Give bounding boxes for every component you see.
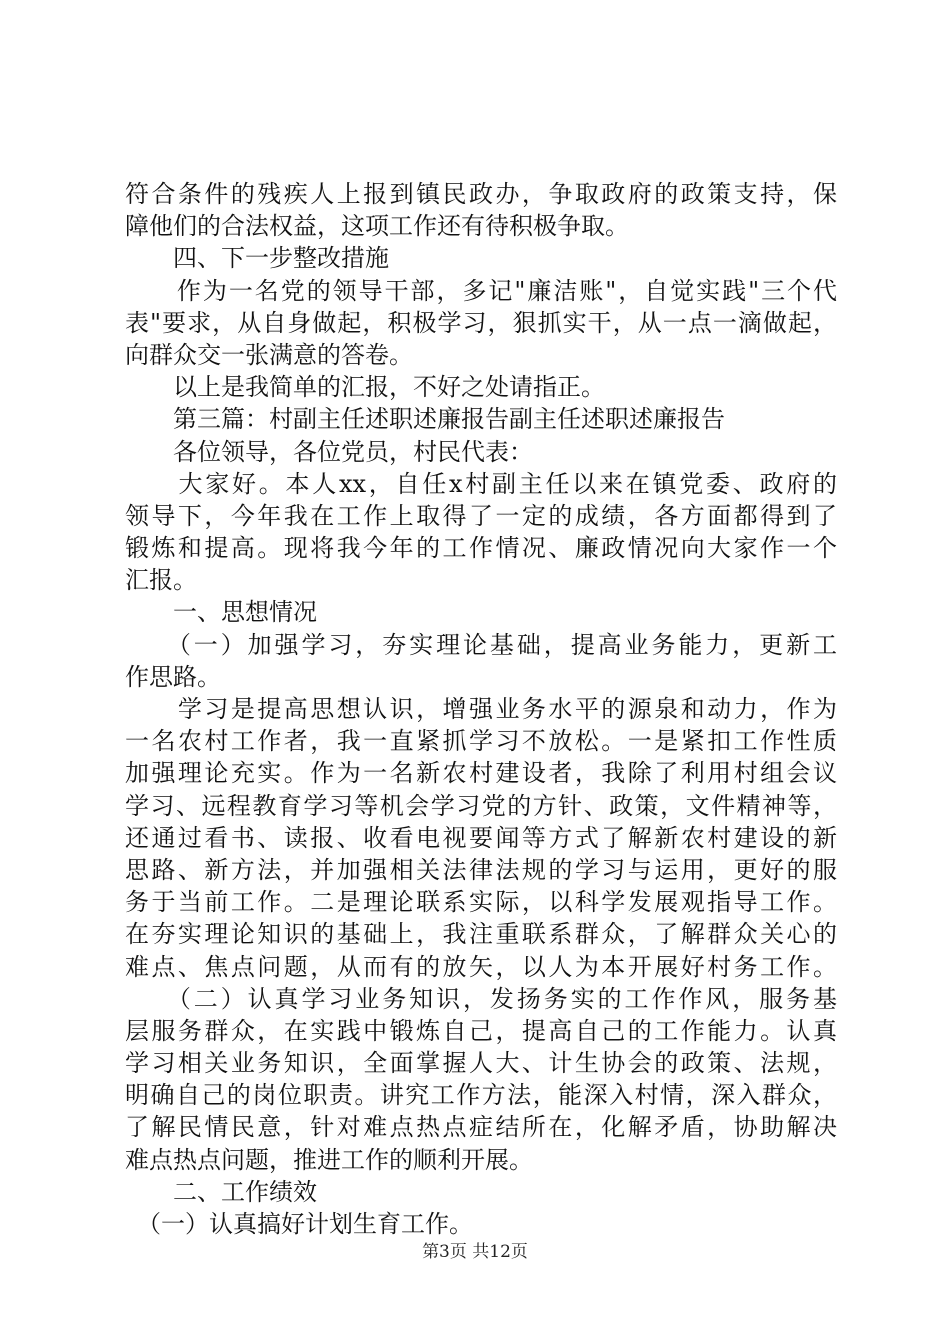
- text-line: 领导下，今年我在工作上取得了一定的成绩，各方面都得到了: [125, 501, 837, 530]
- text-line: 学习相关业务知识，全面掌握人大、计生协会的政策、法规，: [125, 1049, 837, 1078]
- text-line: 一名农村工作者，我一直紧抓学习不放松。一是紧扣工作性质: [125, 727, 837, 756]
- text-line: 难点热点问题，推进工作的顺利开展。: [125, 1145, 533, 1174]
- text-line: 加强理论充实。作为一名新农村建设者，我除了利用村组会议: [125, 759, 837, 788]
- section-heading: 四、下一步整改措施: [125, 244, 389, 273]
- section-heading: 二、工作绩效: [125, 1177, 317, 1206]
- page-footer: 第3页 共12页: [422, 1242, 528, 1262]
- text-line: 了解民情民意，针对难点热点症结所在，化解矛盾，协助解决: [125, 1113, 837, 1142]
- text-line: 锻炼和提高。现将我今年的工作情况、廉政情况向大家作一个: [125, 534, 837, 563]
- article-title: 第三篇：村副主任述职述廉报告副主任述职述廉报告: [125, 405, 725, 434]
- text-line: 层服务群众，在实践中锻炼自己，提高自己的工作能力。认真: [125, 1016, 837, 1045]
- text-line: 障他们的合法权益，这项工作还有待积极争取。: [125, 212, 629, 241]
- text-line: 明确自己的岗位职责。讲究工作方法，能深入村情，深入群众，: [125, 1081, 837, 1110]
- text-line: 学习是提高思想认识，增强业务水平的源泉和动力，作为: [125, 695, 837, 723]
- text-line: （一）加强学习，夯实理论基础，提高业务能力，更新工: [125, 630, 837, 659]
- text-line: 务于当前工作。二是理论联系实际，以科学发展观指导工作。: [125, 888, 837, 917]
- text-line: 表"要求，从自身做起，积极学习，狠抓实干，从一点一滴做起，: [125, 308, 837, 337]
- text-line: 汇报。: [125, 566, 197, 595]
- text-line: 作思路。: [125, 662, 221, 691]
- text-line: 大家好。本人xx，自任x村副主任以来在镇党委、政府的: [125, 469, 837, 498]
- text-line: 以上是我简单的汇报，不好之处请指正。: [125, 373, 605, 402]
- text-line: 难点、焦点问题，从而有的放矢，以人为本开展好村务工作。: [125, 952, 837, 981]
- text-line: 思路、新方法，并加强相关法律法规的学习与运用，更好的服: [125, 855, 837, 884]
- text-line: 向群众交一张满意的答卷。: [125, 340, 413, 369]
- section-heading: 一、思想情况: [125, 598, 317, 627]
- text-line: 还通过看书、读报、收看电视要闻等方式了解新农村建设的新: [125, 823, 837, 852]
- salutation: 各位领导，各位党员，村民代表：: [125, 437, 533, 466]
- text-line: （二）认真学习业务知识，发扬务实的工作作风，服务基: [125, 984, 837, 1013]
- text-line: 在夯实理论知识的基础上，我注重联系群众，了解群众关心的: [125, 920, 837, 949]
- subsection-heading: （一）认真搞好计划生育工作。: [125, 1210, 473, 1238]
- text-line: 学习、远程教育学习等机会学习党的方针、政策，文件精神等，: [125, 791, 837, 820]
- text-line: 符合条件的残疾人上报到镇民政办，争取政府的政策支持，保: [125, 180, 837, 208]
- text-line: 作为一名党的领导干部，多记"廉洁账"，自觉实践"三个代: [125, 276, 837, 305]
- body-text: [125, 178, 837, 1240]
